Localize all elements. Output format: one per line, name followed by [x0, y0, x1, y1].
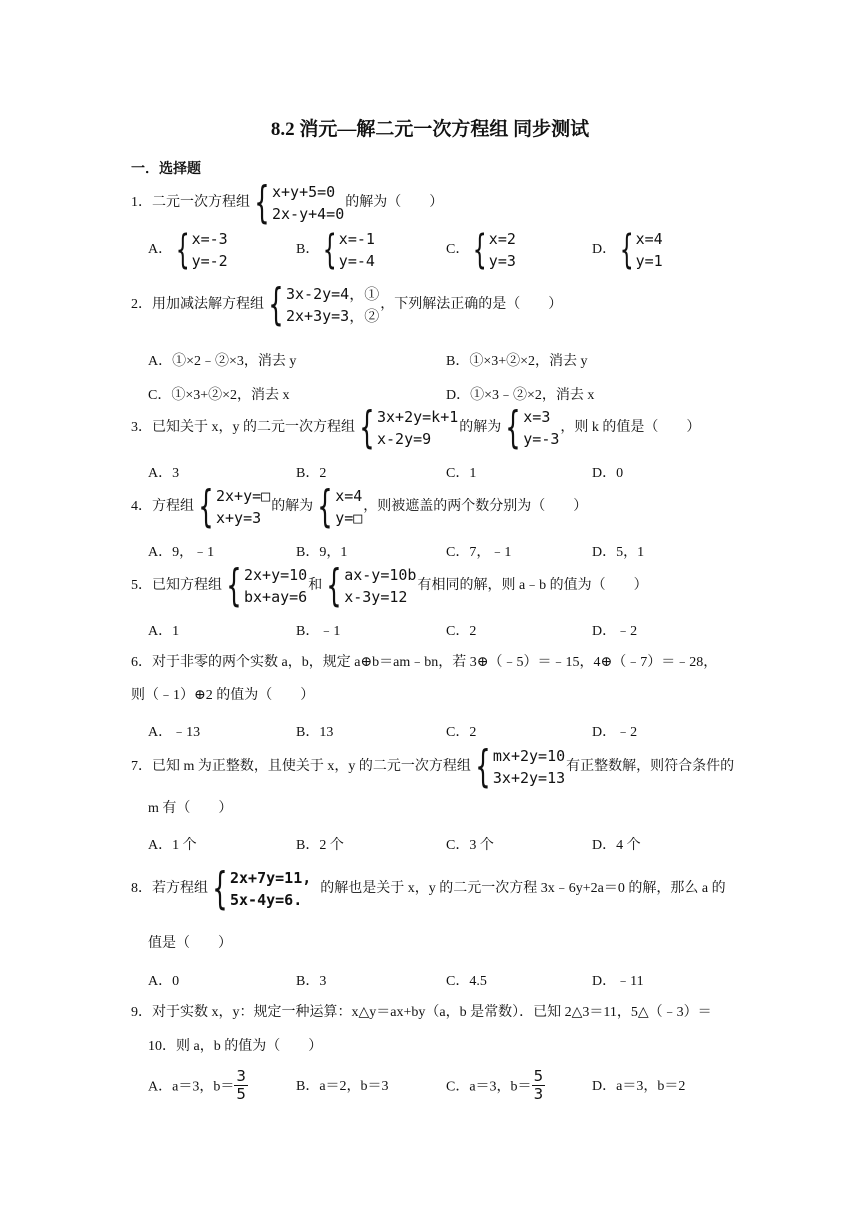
q4-eq-1: 2x+y=□ [216, 487, 271, 505]
q7-equation-system: { mx+2y=10 3x+2y=13 [475, 741, 566, 792]
question-7 [131, 741, 735, 792]
option-eq: y=3 [488, 252, 516, 270]
question-5 [131, 560, 648, 611]
q9-stem-line-2: 10．则 a，b 的值为（ ） [148, 1039, 323, 1054]
q5-equation-system-2: { ax-y=10b x-3y=12 [326, 560, 417, 611]
q5-stem-end: 有相同的解，则 a﹣b 的值为（ ） [417, 578, 648, 594]
q7-stem: 已知 m 为正整数，且使关于 x，y 的二元一次方程组 [152, 759, 471, 775]
q8-stem-end: 的解也是关于 x，y 的二元一次方程 3x﹣6y+2a＝0 的解，那么 a 的 [320, 881, 726, 897]
q3-eq-1: 3x+2y=k+1 [377, 408, 459, 426]
section-heading: 一．选择题 [131, 162, 201, 177]
q2-equation-system: { 3x-2y=4，① 2x+3y=3，② [268, 279, 380, 330]
question-4 [131, 481, 588, 532]
q4-equation-system: { 2x+y=□ x+y=3 [198, 481, 271, 532]
question-3 [131, 402, 701, 453]
option-eq: y=1 [635, 252, 663, 270]
q8-number: 8． [131, 881, 152, 897]
q4-option-c[interactable]: C．7，﹣1 [446, 545, 512, 560]
q4-option-b[interactable]: B．9，1 [296, 545, 348, 560]
question-2 [131, 279, 563, 330]
option-eq: y=-2 [191, 252, 228, 270]
option-system: { x=2 y=3 [473, 227, 516, 273]
q4-stem-end: ，则被遮盖的两个数分别为（ ） [363, 499, 588, 515]
q4-sol-2: y=□ [335, 509, 363, 527]
q2-stem: 用加减法解方程组 [152, 297, 264, 313]
q7-option-b[interactable]: B．2 个 [296, 838, 344, 853]
q7-number: 7． [131, 759, 152, 775]
q2-option-a[interactable]: A．①×2﹣②×3，消去 y [148, 354, 297, 369]
q2-eq-2: 2x+3y=3，② [286, 307, 380, 325]
q9-stem-line-1: 9．对于实数 x，y：规定一种运算：x△y＝ax+by（a，b 是常数）．已知 2△3＝11，5△（﹣3）＝ [131, 1005, 712, 1020]
q5-stem-mid: 和 [308, 578, 323, 594]
fraction-denominator: 5 [236, 1085, 246, 1103]
q8-stem: 若方程组 [152, 881, 208, 897]
option-text: C．a＝3，b＝ [446, 1079, 532, 1095]
q1-number: 1． [131, 195, 152, 211]
q3-solution-system: { x=3 y=-3 [505, 402, 560, 453]
q5-eq-3: ax-y=10b [344, 566, 417, 584]
q7-option-c[interactable]: C．3 个 [446, 838, 494, 853]
q3-eq-2: x-2y=9 [377, 430, 432, 448]
q9-option-a[interactable] [148, 1068, 248, 1103]
option-label: B． [296, 242, 320, 258]
fraction [532, 1068, 546, 1103]
q8-option-d[interactable]: D．﹣11 [592, 974, 644, 989]
q8-option-c[interactable]: C．4.5 [446, 974, 487, 989]
q8-option-b[interactable]: B．3 [296, 974, 327, 989]
option-system: { x=-3 y=-2 [175, 227, 228, 273]
option-label: A． [148, 242, 173, 258]
option-system: { x=4 y=1 [619, 227, 663, 273]
q6-option-b[interactable]: B．13 [296, 725, 334, 740]
q3-number: 3． [131, 420, 152, 436]
fraction-numerator: 3 [236, 1067, 246, 1085]
q4-sol-1: x=4 [335, 487, 363, 505]
fraction-denominator: 3 [533, 1085, 544, 1103]
q1-option-b[interactable] [296, 228, 376, 272]
option-eq: x=-1 [338, 230, 375, 248]
q5-option-b[interactable]: B．﹣1 [296, 624, 341, 639]
q4-option-a[interactable]: A．9，﹣1 [148, 545, 215, 560]
q1-eq-2: 2x-y+4=0 [272, 205, 345, 223]
q5-number: 5． [131, 578, 152, 594]
option-text: A．a＝3，b＝ [148, 1079, 235, 1095]
q4-solution-system: { x=4 y=□ [317, 481, 363, 532]
q3-option-d[interactable]: D．0 [592, 466, 624, 481]
q3-equation-system: { 3x+2y=k+1 x-2y=9 [359, 402, 459, 453]
q8-eq-1: 2x+7y=11, [230, 869, 312, 887]
q2-stem-end: ，下列解法正确的是（ ） [380, 297, 563, 313]
option-label: D． [592, 242, 617, 258]
q5-equation-system-1: { 2x+y=10 bx+ay=6 [226, 560, 308, 611]
q3-sol-2: y=-3 [523, 430, 560, 448]
q3-option-c[interactable]: C．1 [446, 466, 477, 481]
q1-option-c[interactable] [446, 228, 517, 272]
q8-option-a[interactable]: A．0 [148, 974, 180, 989]
q6-option-a[interactable]: A．﹣13 [148, 725, 201, 740]
q2-option-c[interactable]: C．①×3+②×2，消去 x [148, 388, 290, 403]
option-system: { x=-1 y=-4 [323, 227, 375, 273]
q7-option-d[interactable]: D．4 个 [592, 838, 641, 853]
q4-number: 4． [131, 499, 152, 515]
q5-eq-1: 2x+y=10 [244, 566, 308, 584]
q1-stem-end: 的解为（ ） [345, 195, 444, 211]
option-eq: x=4 [635, 230, 663, 248]
q5-eq-2: bx+ay=6 [244, 588, 308, 606]
option-eq: x=2 [488, 230, 516, 248]
fraction-numerator: 5 [533, 1067, 544, 1085]
q7-option-a[interactable]: A．1 个 [148, 838, 197, 853]
q3-option-a[interactable]: A．3 [148, 466, 180, 481]
q1-option-a[interactable] [148, 228, 229, 272]
page-title: 8.2 消元—解二元一次方程组 同步测试 [270, 119, 590, 140]
q4-option-d[interactable]: D．5，1 [592, 545, 645, 560]
q8-stem-line-2: 值是（ ） [148, 936, 232, 951]
q3-stem-mid: 的解为 [459, 420, 502, 436]
q7-eq-2: 3x+2y=13 [492, 769, 566, 787]
q5-stem: 已知方程组 [152, 578, 222, 594]
q8-equation-system: { 2x+7y=11, 5x-4y=6. [212, 863, 312, 914]
option-label: C． [446, 242, 470, 258]
question-8 [131, 863, 726, 914]
q2-eq-1: 3x-2y=4，① [286, 285, 380, 303]
q5-eq-4: x-3y=12 [344, 588, 408, 606]
q6-stem-line-1: 6．对于非零的两个实数 a，b，规定 a⊕b＝am﹣bn，若 3⊕（﹣5）＝﹣15，4⊕（﹣7）＝﹣28， [131, 655, 718, 670]
q8-eq-2: 5x-4y=6. [230, 891, 303, 909]
q6-option-c[interactable]: C．2 [446, 725, 477, 740]
q2-option-b[interactable]: B．①×3+②×2，消去 y [446, 354, 588, 369]
option-eq: x=-3 [191, 230, 228, 248]
q1-option-d[interactable] [592, 228, 664, 272]
q3-option-b[interactable]: B．2 [296, 466, 327, 481]
q3-sol-1: x=3 [523, 408, 551, 426]
q4-eq-2: x+y=3 [216, 509, 262, 527]
question-1 [131, 177, 444, 228]
q9-option-b[interactable]: B．a＝2，b＝3 [296, 1079, 389, 1094]
q7-stem-end: 有正整数解，则符合条件的 [566, 759, 735, 775]
q4-stem: 方程组 [152, 499, 194, 515]
q1-equation-system: { x+y+5=0 2x-y+4=0 [254, 177, 345, 228]
q7-eq-1: mx+2y=10 [492, 747, 566, 765]
fraction [234, 1068, 248, 1103]
q2-option-d[interactable]: D．①×3﹣②×2，消去 x [446, 388, 595, 403]
q9-option-d[interactable]: D．a＝3，b＝2 [592, 1079, 686, 1094]
q5-option-a[interactable]: A．1 [148, 624, 180, 639]
q1-stem: 二元一次方程组 [152, 195, 250, 211]
q5-option-d[interactable]: D．﹣2 [592, 624, 638, 639]
q6-stem-line-2: 则（﹣1）⊕2 的值为（ ） [131, 688, 315, 703]
option-eq: y=-4 [338, 252, 375, 270]
q3-stem: 已知关于 x，y 的二元一次方程组 [152, 420, 355, 436]
q4-stem-mid: 的解为 [271, 499, 314, 515]
q1-eq-1: x+y+5=0 [272, 183, 336, 201]
q6-option-d[interactable]: D．﹣2 [592, 725, 638, 740]
q9-option-c[interactable] [446, 1068, 545, 1103]
q3-stem-end: ，则 k 的值是（ ） [560, 420, 701, 436]
q2-number: 2． [131, 297, 152, 313]
q5-option-c[interactable]: C．2 [446, 624, 477, 639]
q7-stem-line-2: m 有（ ） [148, 801, 233, 816]
